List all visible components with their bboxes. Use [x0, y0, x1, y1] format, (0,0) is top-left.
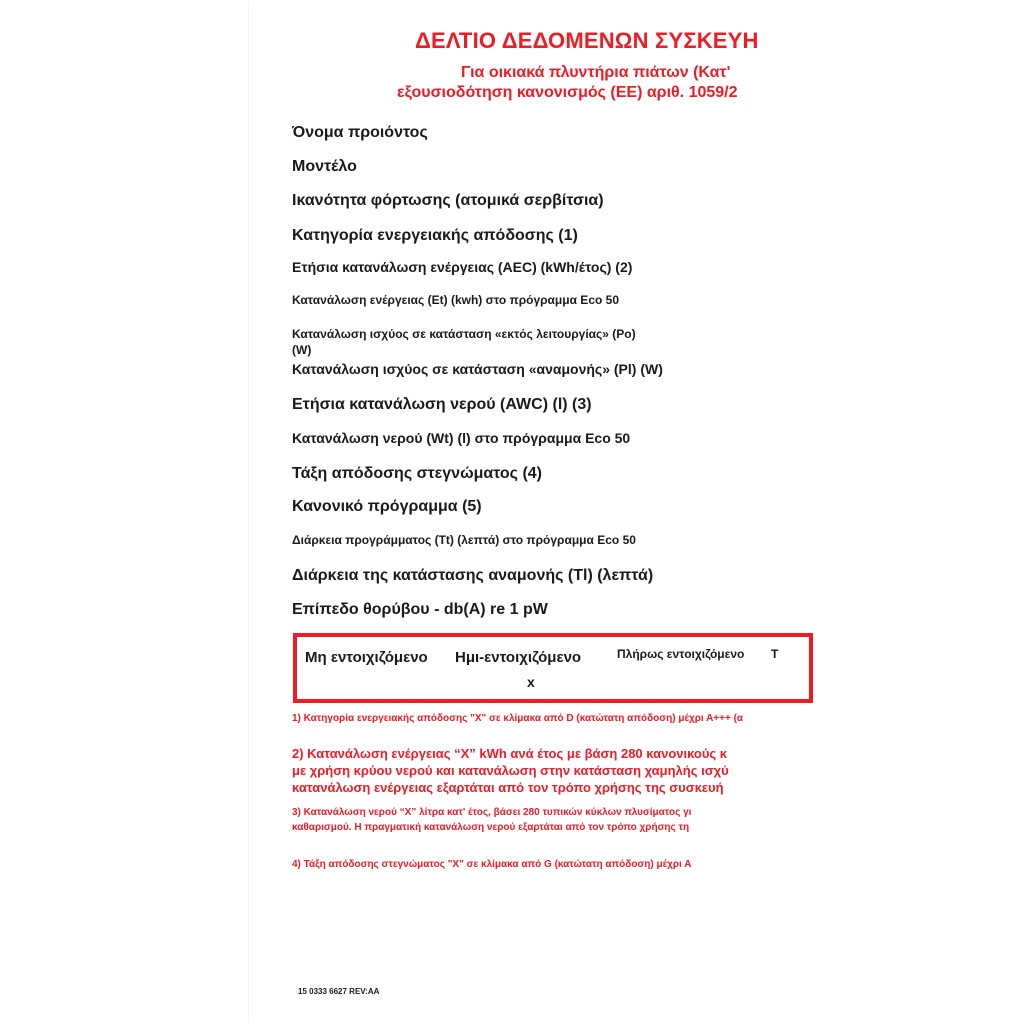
sheet-subtitle-line2: εξουσιοδότηση κανονισμός (ΕΕ) αριθ. 1059/2	[397, 84, 738, 101]
field-load-capacity: Ικανότητα φόρτωσης (ατομικά σερβίτσια)	[292, 192, 604, 209]
installation-free-standing: Μη εντοιχιζόμενο	[305, 649, 428, 666]
installation-semi-integrated: Ημι-εντοιχιζόμενο	[455, 649, 582, 666]
field-energy-eco50: Κατανάλωση ενέργειας (Et) (kwh) στο πρόγραμμα Eco 50	[292, 293, 619, 307]
installation-cut-letter: Τ	[771, 647, 779, 661]
sheet-title: ΔΕΛΤΙΟ ΔΕΔΟΜΕΝΩΝ ΣΥΣΚΕΥΗ	[415, 28, 759, 53]
field-annual-water: Ετήσια κατανάλωση νερού (AWC) (l) (3)	[292, 396, 592, 413]
note-2-line3: κατανάλωση ενέργειας εξαρτάται από τον τρόπο χρήσης της συσκευή	[292, 780, 724, 795]
installation-selected-mark: x	[527, 674, 535, 690]
field-water-eco50: Κατανάλωση νερού (Wt) (l) στο πρόγραμμα Eco 50	[292, 430, 631, 446]
note-3-line2: καθαρισμού. Η πραγματική κατανάλωση νερού εξαρτάται από τον τρόπο χρήσης τη	[292, 822, 690, 833]
installation-fully-integrated: Πλήρως εντοιχιζόμενο	[617, 647, 745, 661]
field-standby-duration: Διάρκεια της κατάστασης αναμονής (Tl) (λεπτά)	[292, 567, 654, 584]
field-program-duration: Διάρκεια προγράμματος (Tt) (λεπτά) στο πρόγραμμα Eco 50	[292, 533, 636, 547]
note-2-line2: με χρήση κρύου νερού και κατανάλωση στην κατάσταση χαμηλής ισχύ	[292, 763, 729, 778]
data-sheet-page	[249, 0, 777, 1024]
field-standard-program: Κανονικό πρόγραμμα (5)	[292, 498, 482, 515]
field-energy-class: Κατηγορία ενεργειακής απόδοσης (1)	[292, 227, 578, 244]
note-4-drying-class: 4) Τάξη απόδοσης στεγνώματος "Χ" σε κλίμακα από G (κατώτατη απόδοση) μέχρι Α	[292, 859, 692, 870]
field-noise-level: Επίπεδο θορύβου - db(A) re 1 pW	[292, 601, 548, 618]
field-product-name: Όνομα προιόντος	[292, 124, 428, 141]
sheet-subtitle-line1: Για οικιακά πλυντήρια πιάτων (Κατ'	[461, 64, 731, 81]
note-1-energy-class: 1) Κατηγορία ενεργειακής απόδοσης "Χ" σε κλίμακα από D (κατώτατη απόδοση) μέχρι Α+++ (α	[292, 713, 744, 724]
field-annual-energy: Ετήσια κατανάλωση ενέργειας (AEC) (kWh/έτος) (2)	[292, 259, 633, 275]
note-2-line1: 2) Κατανάλωση ενέργειας “Χ” kWh ανά έτος με βάση 280 κανονικούς κ	[292, 746, 728, 761]
note-3-line1: 3) Κατανάλωση νερού “Χ” λίτρα κατ' έτος, βάσει 280 τυπικών κύκλων πλυσίματος γι	[292, 807, 692, 818]
field-power-off-unit: (W)	[292, 343, 312, 357]
field-power-off-mode: Κατανάλωση ισχύος σε κατάσταση «εκτός λειτουργίας» (Po)	[292, 327, 636, 341]
installation-type-box	[293, 633, 813, 703]
field-drying-class: Τάξη απόδοσης στεγνώματος (4)	[292, 465, 542, 482]
document-code: 15 0333 6627 REV:AA	[298, 987, 380, 996]
field-power-standby: Κατανάλωση ισχύος σε κατάσταση «αναμονής» (Pl) (W)	[292, 361, 663, 377]
field-model: Μοντέλο	[292, 158, 357, 175]
